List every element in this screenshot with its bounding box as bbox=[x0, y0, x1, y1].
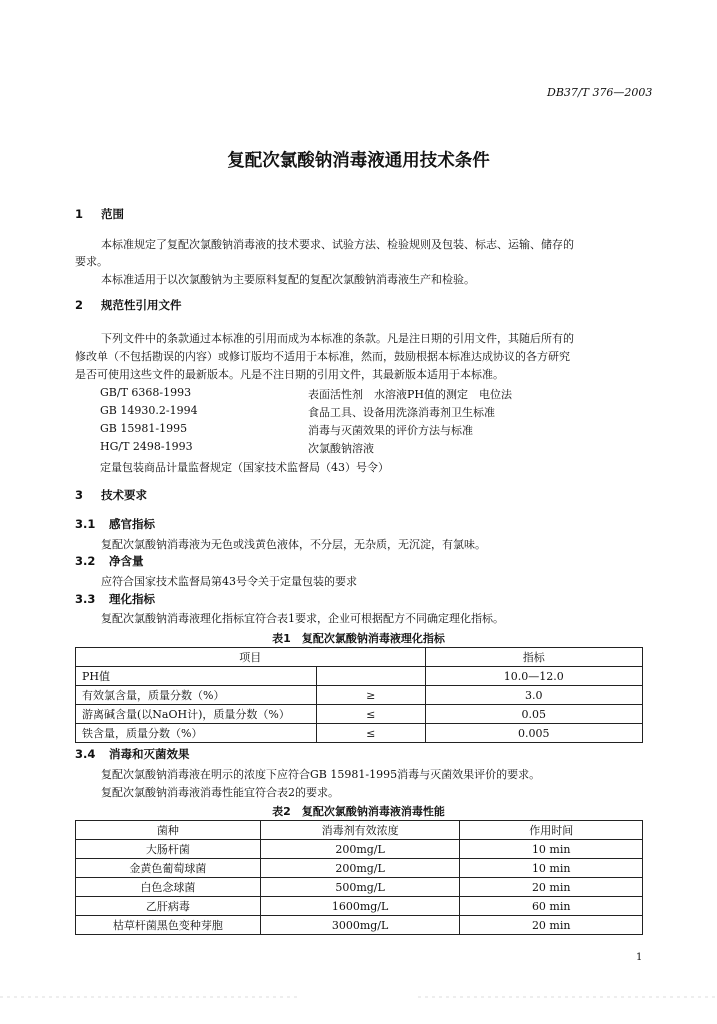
subsection-3-1-heading bbox=[75, 516, 155, 532]
document-title: 复配次氯酸钠消毒液通用技术条件 bbox=[227, 151, 490, 171]
subsection-3-2-text: 应符合国家技术监督局第43号令关于定量包装的要求 bbox=[101, 575, 357, 588]
table-cell-germ: 枯草杆菌黑色变种芽胞 bbox=[76, 916, 261, 935]
standard-number: DB37/T 376—2003 bbox=[547, 86, 653, 99]
table-2-caption: 表2 复配次氯酸钠消毒液消毒性能 bbox=[272, 805, 445, 818]
subsection-3-3-text: 复配次氯酸钠消毒液理化指标宜符合表1要求，企业可根据配方不同确定理化指标。 bbox=[101, 612, 504, 625]
subsection-3-4-text-1: 复配次氯酸钠消毒液在明示的浓度下应符合GB 15981-1995消毒与灭菌效果评价的要求。 bbox=[101, 768, 541, 781]
subsection-3-4-text-2: 复配次氯酸钠消毒液消毒性能宜符合表2的要求。 bbox=[101, 786, 339, 799]
table-cell-time: 20 min bbox=[460, 878, 643, 897]
table-1-caption: 表1 复配次氯酸钠消毒液理化指标 bbox=[272, 632, 445, 645]
table-header-cell: 菌种 bbox=[76, 821, 261, 840]
table-cell-time: 10 min bbox=[460, 840, 643, 859]
table-cell-concentration: 1600mg/L bbox=[260, 897, 460, 916]
subsection-3-2-heading bbox=[75, 553, 144, 569]
table-cell-germ: 大肠杆菌 bbox=[76, 840, 261, 859]
table-cell-operator: ≤ bbox=[316, 705, 425, 724]
reference-name: 表面活性剂 水溶液PH值的测定 电位法 bbox=[308, 388, 512, 401]
subsection-title: 净含量 bbox=[109, 554, 144, 568]
subsection-3-4-heading bbox=[75, 746, 190, 762]
section-1-paragraph-1-line-1: 本标准规定了复配次氯酸钠消毒液的技术要求、试验方法、检验规则及包装、标志、运输、储存的 bbox=[101, 238, 574, 251]
section-1-heading bbox=[75, 206, 124, 222]
table-cell-concentration: 200mg/L bbox=[260, 859, 460, 878]
reference-name: 消毒与灭菌效果的评价方法与标准 bbox=[308, 424, 473, 437]
reference-code: GB/T 6368-1993 bbox=[100, 386, 192, 399]
section-2-heading bbox=[75, 297, 182, 313]
section-1-paragraph-2: 本标准适用于以次氯酸钠为主要原料复配的复配次氯酸钠消毒液生产和检验。 bbox=[101, 273, 475, 286]
table-header-cell: 项目 bbox=[76, 648, 426, 667]
table-cell-time: 20 min bbox=[460, 916, 643, 935]
subsection-title: 消毒和灭菌效果 bbox=[109, 747, 190, 761]
section-number: 1 bbox=[75, 207, 84, 221]
table-row bbox=[76, 916, 643, 935]
subsection-3-3-heading bbox=[75, 591, 155, 607]
reference-name: 食品工具、设备用洗涤消毒剂卫生标准 bbox=[308, 406, 495, 419]
section-title: 范围 bbox=[101, 207, 124, 221]
table-header-row bbox=[76, 648, 643, 667]
section-2-paragraph-line-2: 修改单（不包括勘误的内容）或修订版均不适用于本标准，然而，鼓励根据本标准达成协议的各方研究 bbox=[75, 350, 570, 363]
table-cell-concentration: 200mg/L bbox=[260, 840, 460, 859]
table-header-cell: 消毒剂有效浓度 bbox=[260, 821, 460, 840]
table-cell-operator: ≤ bbox=[316, 724, 425, 743]
page-number: 1 bbox=[636, 952, 643, 963]
scan-fold-marks bbox=[0, 990, 717, 1004]
table-header-cell: 作用时间 bbox=[460, 821, 643, 840]
table-row bbox=[76, 686, 643, 705]
table-cell-germ: 乙肝病毒 bbox=[76, 897, 261, 916]
subsection-number: 3.3 bbox=[75, 592, 96, 606]
section-1-paragraph-1-line-2: 要求。 bbox=[75, 255, 108, 268]
section-2-paragraph-line-3: 是否可使用这些文件的最新版本。凡是不注日期的引用文件，其最新版本适用于本标准。 bbox=[75, 368, 504, 381]
table-cell-value: 0.05 bbox=[425, 705, 642, 724]
table-cell-operator bbox=[316, 667, 425, 686]
table-cell-value: 0.005 bbox=[425, 724, 642, 743]
table-cell-concentration: 500mg/L bbox=[260, 878, 460, 897]
table-row bbox=[76, 840, 643, 859]
subsection-number: 3.1 bbox=[75, 517, 96, 531]
subsection-title: 理化指标 bbox=[109, 592, 155, 606]
table-row bbox=[76, 878, 643, 897]
table-cell-item: 游离碱含量(以NaOH计)，质量分数（%） bbox=[76, 705, 317, 724]
table-row bbox=[76, 667, 643, 686]
subsection-3-1-text: 复配次氯酸钠消毒液为无色或浅黄色液体，不分层，无杂质，无沉淀，有氯味。 bbox=[101, 538, 486, 551]
reference-code: HG/T 2498-1993 bbox=[100, 440, 193, 453]
table-row bbox=[76, 724, 643, 743]
table-cell-germ: 金黄色葡萄球菌 bbox=[76, 859, 261, 878]
reference-name: 次氯酸钠溶液 bbox=[308, 442, 374, 455]
section-2-paragraph-line-1: 下列文件中的条款通过本标准的引用而成为本标准的条款。凡是注日期的引用文件，其随后所有的 bbox=[101, 332, 574, 345]
section-number: 2 bbox=[75, 298, 84, 312]
reference-code: GB 15981-1995 bbox=[100, 422, 188, 435]
table-cell-germ: 白色念球菌 bbox=[76, 878, 261, 897]
table-cell-concentration: 3000mg/L bbox=[260, 916, 460, 935]
section-title: 规范性引用文件 bbox=[101, 298, 182, 312]
table-row bbox=[76, 705, 643, 724]
table-cell-operator: ≥ bbox=[316, 686, 425, 705]
table-header-row bbox=[76, 821, 643, 840]
table-2 bbox=[75, 820, 643, 935]
section-number: 3 bbox=[75, 488, 84, 502]
subsection-number: 3.2 bbox=[75, 554, 96, 568]
table-1 bbox=[75, 647, 643, 743]
subsection-number: 3.4 bbox=[75, 747, 96, 761]
table-cell-time: 10 min bbox=[460, 859, 643, 878]
reference-code: GB 14930.2-1994 bbox=[100, 404, 198, 417]
table-row bbox=[76, 859, 643, 878]
section-3-heading bbox=[75, 487, 147, 503]
subsection-title: 感官指标 bbox=[109, 517, 155, 531]
table-cell-value: 3.0 bbox=[425, 686, 642, 705]
table-cell-item: PH值 bbox=[76, 667, 317, 686]
table-cell-time: 60 min bbox=[460, 897, 643, 916]
table-cell-item: 铁含量，质量分数（%） bbox=[76, 724, 317, 743]
section-title: 技术要求 bbox=[101, 488, 147, 502]
table-row bbox=[76, 897, 643, 916]
table-cell-item: 有效氯含量，质量分数（%） bbox=[76, 686, 317, 705]
reference-last: 定量包装商品计量监督规定（国家技术监督局（43）号令） bbox=[100, 461, 389, 474]
table-cell-value: 10.0—12.0 bbox=[425, 667, 642, 686]
table-header-cell: 指标 bbox=[425, 648, 642, 667]
